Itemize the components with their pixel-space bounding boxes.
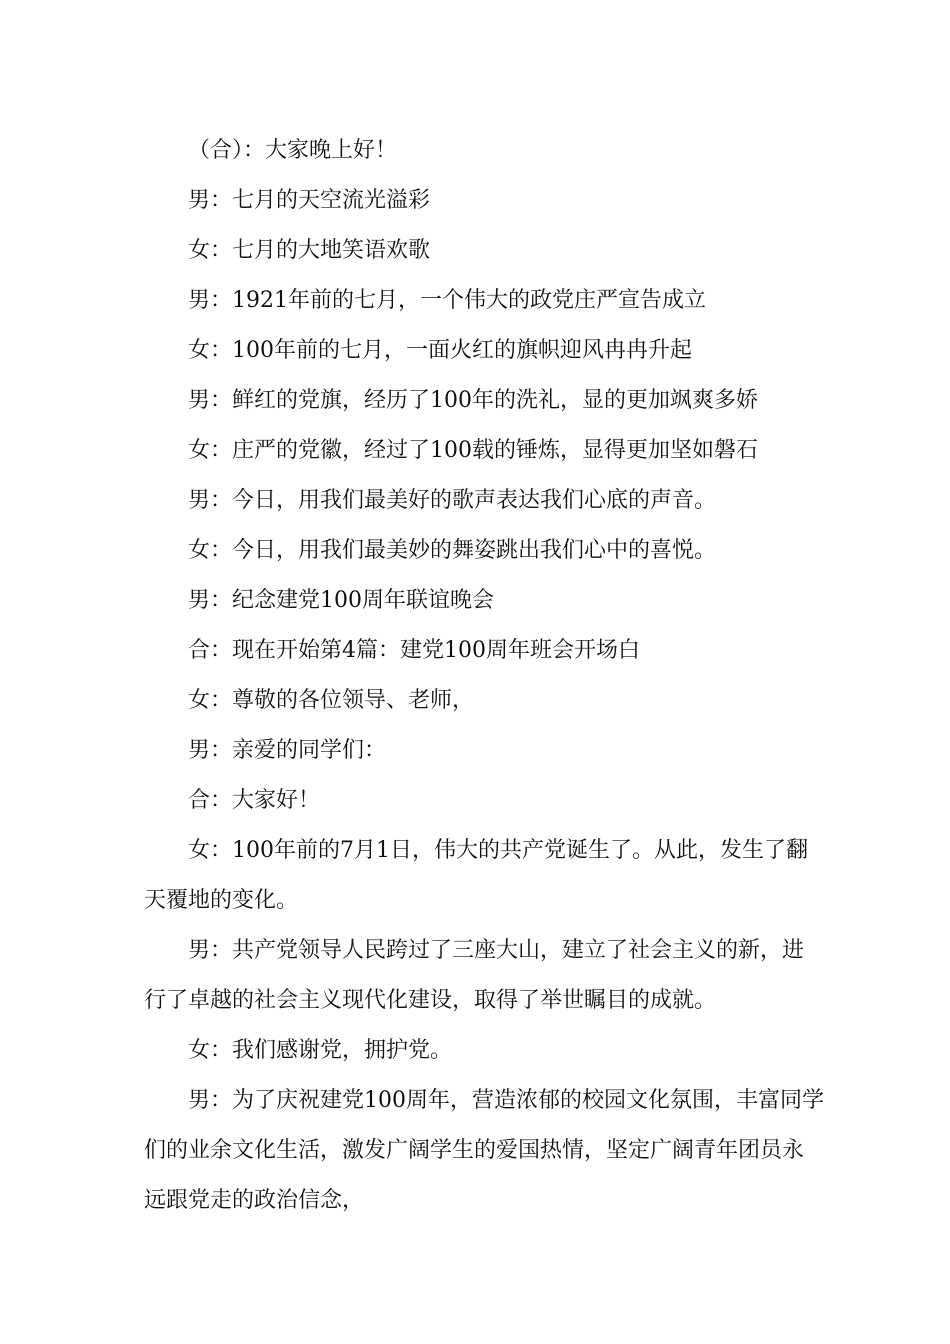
paragraph-15: 女：100年前的7月1日，伟大的共产党诞生了。从此，发生了翻天覆地的变化。: [144, 838, 808, 913]
paragraph-17: 女：我们感谢党，拥护党。: [188, 1038, 453, 1063]
paragraph-16: 男：共产党领导人民跨过了三座大山，建立了社会主义的新，进行了卓越的社会主义现代化建设，取得了举世瞩目的成就。: [144, 938, 805, 1013]
paragraph-6: 男：鲜红的党旗，经历了100年的洗礼，显的更加飒爽多娇: [188, 388, 758, 413]
paragraph-14: 合：大家好！: [188, 788, 321, 813]
paragraph-4: 男：1921年前的七月，一个伟大的政党庄严宣告成立: [188, 288, 706, 313]
paragraph-9: 女：今日，用我们最美妙的舞姿跳出我们心中的喜悦。: [188, 538, 717, 563]
paragraph-12: 女：尊敬的各位领导、老师，: [188, 688, 475, 713]
paragraph-18: 男：为了庆祝建党100周年，营造浓郁的校园文化氛围，丰富同学们的业余文化生活，激发广阔学生的爱国热情，坚定广阔青年团员永远跟党走的政治信念，: [144, 1088, 824, 1213]
paragraph-3: 女：七月的大地笑语欢歌: [188, 238, 431, 263]
paragraph-13: 男：亲爱的同学们：: [188, 738, 387, 763]
paragraph-10: 男：纪念建党100周年联谊晚会: [188, 588, 494, 613]
document-body: [144, 126, 824, 1226]
paragraph-5: 女：100年前的七月，一面火红的旗帜迎风冉冉升起: [188, 338, 692, 363]
paragraph-7: 女：庄严的党徽，经过了100载的锤炼，显得更加坚如磐石: [188, 438, 758, 463]
paragraph-1: （合）：大家晚上好！: [188, 138, 398, 163]
paragraph-8: 男：今日，用我们最美好的歌声表达我们心底的声音。: [188, 488, 717, 513]
paragraph-2: 男：七月的天空流光溢彩: [188, 188, 431, 213]
paragraph-11: 合：现在开始第4篇：建党100周年班会开场白: [188, 638, 640, 663]
